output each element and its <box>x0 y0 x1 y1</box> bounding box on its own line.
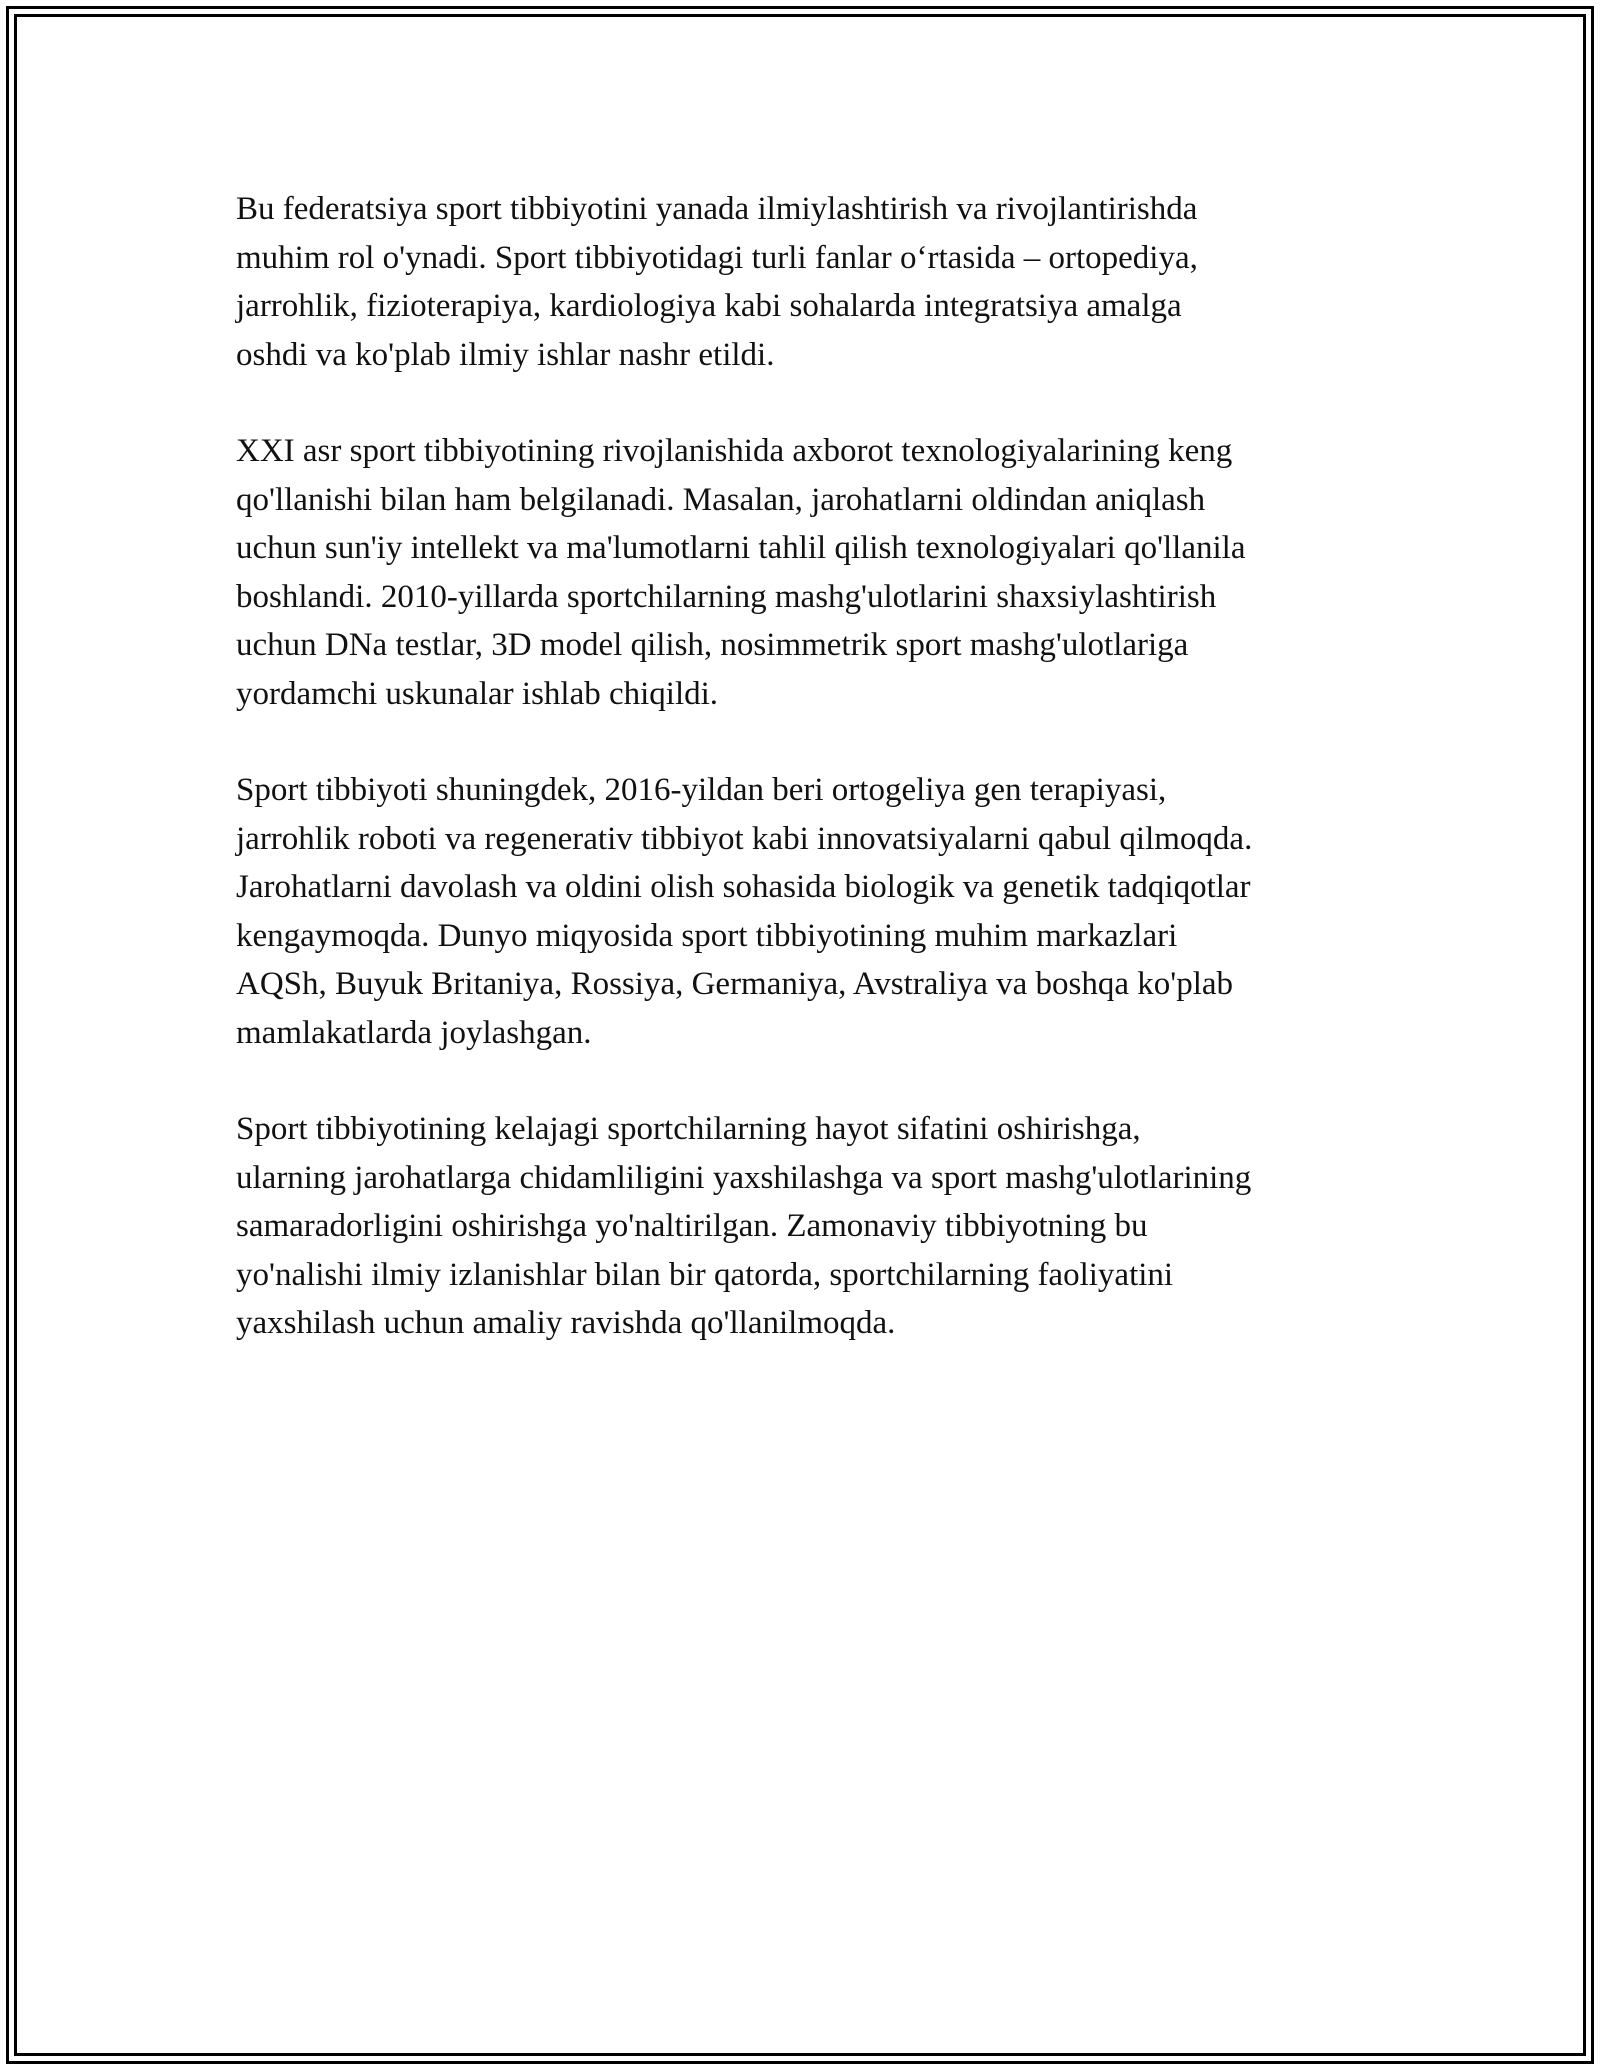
text-line: oshdi va ko'plab ilmiy ishlar nashr etildi. <box>236 336 775 373</box>
paragraph-3 <box>236 766 1376 1057</box>
text-line: yo'nalishi ilmiy izlanishlar bilan bir qatorda, sportchilarning faoliyatini <box>236 1256 1174 1293</box>
paragraph-1 <box>236 185 1376 379</box>
text-line: Sport tibbiyoti shuningdek, 2016-yildan beri ortogeliya gen terapiyasi, <box>236 772 1167 808</box>
text-line: ularning jarohatlarga chidamliligini yaxshilashga va sport mashg'ulotlarining <box>236 1159 1252 1196</box>
text-line: qo'llanishi bilan ham belgilanadi. Masalan, jarohatlarni oldindan aniqlash <box>236 481 1206 518</box>
text-line: kengaymoqda. Dunyo miqyosida sport tibbiyotining muhim markazlari <box>236 917 1178 954</box>
document-body <box>236 185 1376 1348</box>
paragraph-2 <box>236 427 1376 718</box>
text-line: Jarohatlarni davolash va oldini olish sohasida biologik va genetik tadqiqotlar <box>236 869 1251 905</box>
text-line: jarrohlik roboti va regenerativ tibbiyot kabi innovatsiyalarni qabul qilmoqda. <box>236 820 1253 857</box>
text-line: jarrohlik, fizioterapiya, kardiologiya kabi sohalarda integratsiya amalga <box>236 288 1182 324</box>
text-line: Bu federatsiya sport tibbiyotini yanada ilmiylashtirish va rivojlantirishda <box>236 191 1198 227</box>
text-line: yaxshilash uchun amaliy ravishda qo'llanilmoqda. <box>236 1305 896 1341</box>
text-line: Sport tibbiyotining kelajagi sportchilarning hayot sifatini oshirishga, <box>236 1111 1141 1147</box>
text-line: muhim rol o'ynadi. Sport tibbiyotidagi turli fanlar oʻrtasida – ortopediya, <box>236 239 1198 276</box>
paragraph-4 <box>236 1105 1376 1348</box>
text-line: uchun DNa testlar, 3D model qilish, nosimmetrik sport mashg'ulotlariga <box>236 627 1189 663</box>
text-line: mamlakatlarda joylashgan. <box>236 1014 592 1051</box>
text-line: samaradorligini oshirishga yo'naltirilgan. Zamonaviy tibbiyotning bu <box>236 1208 1148 1244</box>
text-line: XXI asr sport tibbiyotining rivojlanishida axborot texnologiyalarining keng <box>236 433 1233 469</box>
text-line: AQSh, Buyuk Britaniya, Rossiya, Germaniya, Avstraliya va boshqa ko'plab <box>236 966 1234 1002</box>
text-line: boshlandi. 2010-yillarda sportchilarning mashg'ulotlarini shaxsiylashtirish <box>236 578 1217 615</box>
text-line: yordamchi uskunalar ishlab chiqildi. <box>236 675 719 712</box>
text-line: uchun sun'iy intellekt va ma'lumotlarni tahlil qilish texnologiyalari qo'llanila <box>236 530 1246 566</box>
